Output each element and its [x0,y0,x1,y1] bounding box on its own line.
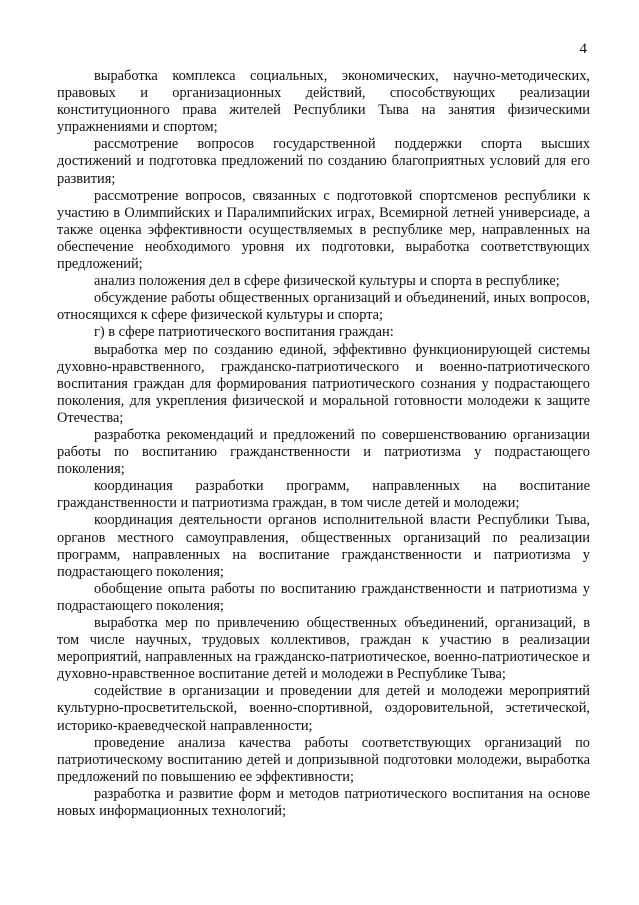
paragraph: обсуждение работы общественных организаций и объединений, иных вопросов, относящихся к сфере физической культуры и спорта; [57,290,590,324]
paragraph: содействие в организации и проведении для детей и молодежи мероприятий культурно-просветительской, военно-спортивной, оздоровительной, эстетической, историко-краеведческой направленности; [57,683,590,734]
paragraph: выработка мер по привлечению общественных объединений, организаций, в том числе научных, трудовых коллективов, граждан к участию в реализации мероприятий, направленных на гражданско-патриотическое, военно-патриотическое и духовно-нравственное воспитание детей и молодежи в Республике Тыва; [57,615,590,683]
paragraph: проведение анализа качества работы соответствующих организаций по патриотическому воспитанию детей и допризывной подготовки молодежи, выработка предложений по повышению ее эффективности; [57,734,590,785]
paragraph: выработка комплекса социальных, экономических, научно-методических, правовых и организационных действий, способствующих реализации конституционного права жителей Республики Тыва на занятия физическими упражнениями и спортом; [57,68,590,136]
paragraph: рассмотрение вопросов государственной поддержки спорта высших достижений и подготовка предложений по созданию благоприятных условий для его развития; [57,136,590,187]
paragraph: рассмотрение вопросов, связанных с подготовкой спортсменов республики к участию в Олимпийских и Паралимпийских играх, Всемирной летней универсиаде, а также оценка эффективности осуществляемых в республике мер, направленных на обеспечение необходимого уровня их подготовки, выработка соответствующих предложений; [57,187,590,273]
paragraph: координация разработки программ, направленных на воспитание гражданственности и патриотизма граждан, в том числе детей и молодежи; [57,478,590,512]
paragraph: обобщение опыта работы по воспитанию гражданственности и патриотизма у подрастающего поколения; [57,580,590,614]
paragraph: анализ положения дел в сфере физической культуры и спорта в республике; [94,273,560,290]
section-heading: г) в сфере патриотического воспитания граждан: [94,324,394,341]
document-body [57,68,590,820]
page-number: 4 [579,41,587,57]
paragraph: разработка рекомендаций и предложений по совершенствованию организации работы по воспитанию гражданственности и патриотизма у подрастающего поколения; [57,426,590,478]
paragraph: координация деятельности органов исполнительной власти Республики Тыва, органов местного самоуправления, общественных организаций по реализации программ, направленных на воспитание гражданственности и патриотизма у подрастающего поколения; [57,512,590,580]
paragraph: выработка мер по созданию единой, эффективно функционирующей системы духовно-нравственного, гражданско-патриотического и военно-патриотического воспитания граждан для формирования патриотического сознания у подрастающего поколения, для укрепления физической и моральной готовности молодежи к защите Отечества; [57,341,590,426]
paragraph: разработка и развитие форм и методов патриотического воспитания на основе новых информационных технологий; [57,785,590,820]
